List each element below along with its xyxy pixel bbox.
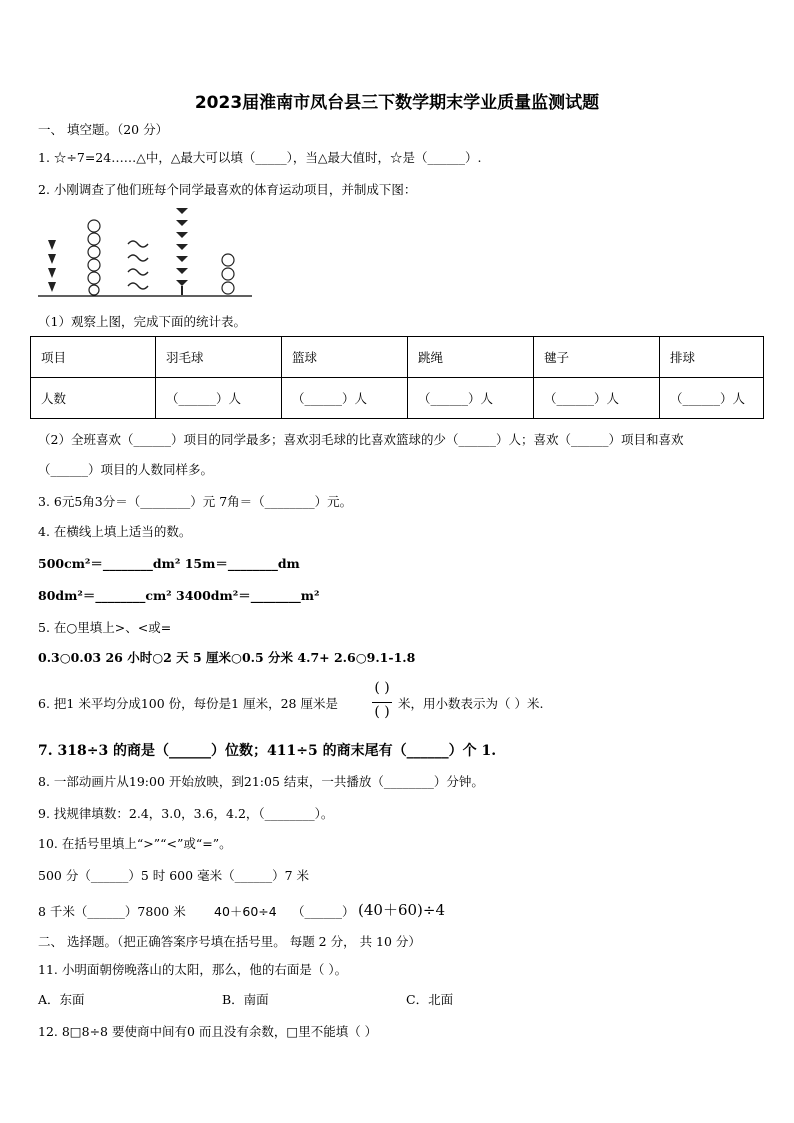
table-row [31, 378, 764, 419]
question-1: 1. ☆÷7=24……△中，△最大可以填（_____），当△最大值时，☆是（______）. [38, 150, 482, 165]
option-c: C．北面 [406, 992, 454, 1007]
question-2-part-2a: （2）全班喜欢（______）项目的同学最多；喜欢羽毛球的比喜欢篮球的少（______）人；喜欢（______）项目和喜欢 [38, 432, 684, 447]
option-a: A．东面 [38, 992, 85, 1007]
table-blank-cell: （______）人 [156, 378, 282, 419]
table-header-cell: 毽子 [534, 337, 660, 378]
table-header-cell: 篮球 [282, 337, 408, 378]
sports-pictogram [36, 202, 256, 300]
basketball-icon [88, 220, 100, 295]
table-header-row [31, 337, 764, 378]
page-title: 2023届淮南市凤台县三下数学期末学业质量监测试题 [194, 93, 600, 113]
question-9: 9. 找规律填数：2.4，3.0，3.6，4.2，（________）。 [38, 806, 334, 821]
question-6-text: 6. 把1 米平均分成100 份，每份是1 厘米，28 厘米是 [38, 696, 338, 711]
question-10-line-b: 8 千米（______）7800 米 [38, 904, 186, 919]
question-11: 11. 小明面朝傍晚落山的太阳，那么，他的右面是（ ）。 [38, 962, 348, 977]
question-12: 12. 8□8÷8 要使商中间有0 而且没有余数，□里不能填（ ） [38, 1024, 378, 1039]
table-blank-cell: （______）人 [534, 378, 660, 419]
question-3: 3. 6元5角3分＝（________）元 7角＝（________）元。 [38, 494, 353, 509]
table-header-cell: 排球 [660, 337, 764, 378]
question-10-line-a: 500 分（______）5 时 600 毫米（______）7 米 [38, 868, 309, 883]
question-4: 4. 在横线上填上适当的数。 [38, 524, 192, 539]
table-blank-cell: （______）人 [282, 378, 408, 419]
option-b: B．南面 [222, 992, 269, 1007]
fraction-blank [371, 680, 393, 724]
question-5-items: 0.3○0.03 26 小时○2 天 5 厘米○0.5 分米 4.7+ 2.6○9.1-1.8 [38, 650, 416, 665]
table-blank-cell: （______）人 [660, 378, 764, 419]
volleyball-icon [222, 254, 234, 294]
question-4-line-b: 80dm²＝________cm² 3400dm²＝________m² [38, 588, 320, 603]
question-8: 8. 一部动画片从19:00 开始放映，到21:05 结束，一共播放（________）分钟。 [38, 774, 484, 789]
question-2: 2. 小刚调查了他们班每个同学最喜欢的体育运动项目，并制成下图： [38, 182, 417, 197]
question-5: 5. 在○里填上>、<或= [38, 620, 172, 635]
jianzi-icon [176, 208, 188, 295]
expression-1: 40＋60÷4 [214, 904, 277, 919]
comparison-blank: （______） [292, 904, 355, 919]
section-1-heading: 一、 填空题。（20 分） [38, 122, 169, 137]
jump-rope-icon [128, 241, 148, 289]
section-2-heading: 二、 选择题。（把正确答案序号填在括号里。 每题 2 分， 共 10 分） [38, 934, 421, 949]
table-header-cell: 羽毛球 [156, 337, 282, 378]
table-header-cell: 跳绳 [408, 337, 534, 378]
question-10: 10. 在括号里填上“>”“<”或“=”。 [38, 836, 232, 851]
table-row-label: 人数 [31, 378, 156, 419]
question-7: 7. 318÷3 的商是（______）位数；411÷5 的商末尾有（______）个 1. [38, 743, 497, 759]
expression-2: (40＋60)÷4 [358, 901, 445, 919]
question-6-tail: 米，用小数表示为（ ）米. [398, 696, 544, 711]
statistics-table [30, 336, 764, 419]
shuttlecock-icon [48, 240, 56, 292]
fraction-numerator: ( ) [374, 680, 390, 696]
question-2-part-1: （1）观察上图，完成下面的统计表。 [38, 314, 246, 329]
question-4-line-a: 500cm²＝________dm² 15m＝________dm [38, 556, 300, 571]
table-header-cell: 项目 [31, 337, 156, 378]
fraction-denominator: ( ) [374, 704, 390, 720]
table-blank-cell: （______）人 [408, 378, 534, 419]
question-2-part-2b: （______）项目的人数同样多。 [38, 462, 214, 477]
